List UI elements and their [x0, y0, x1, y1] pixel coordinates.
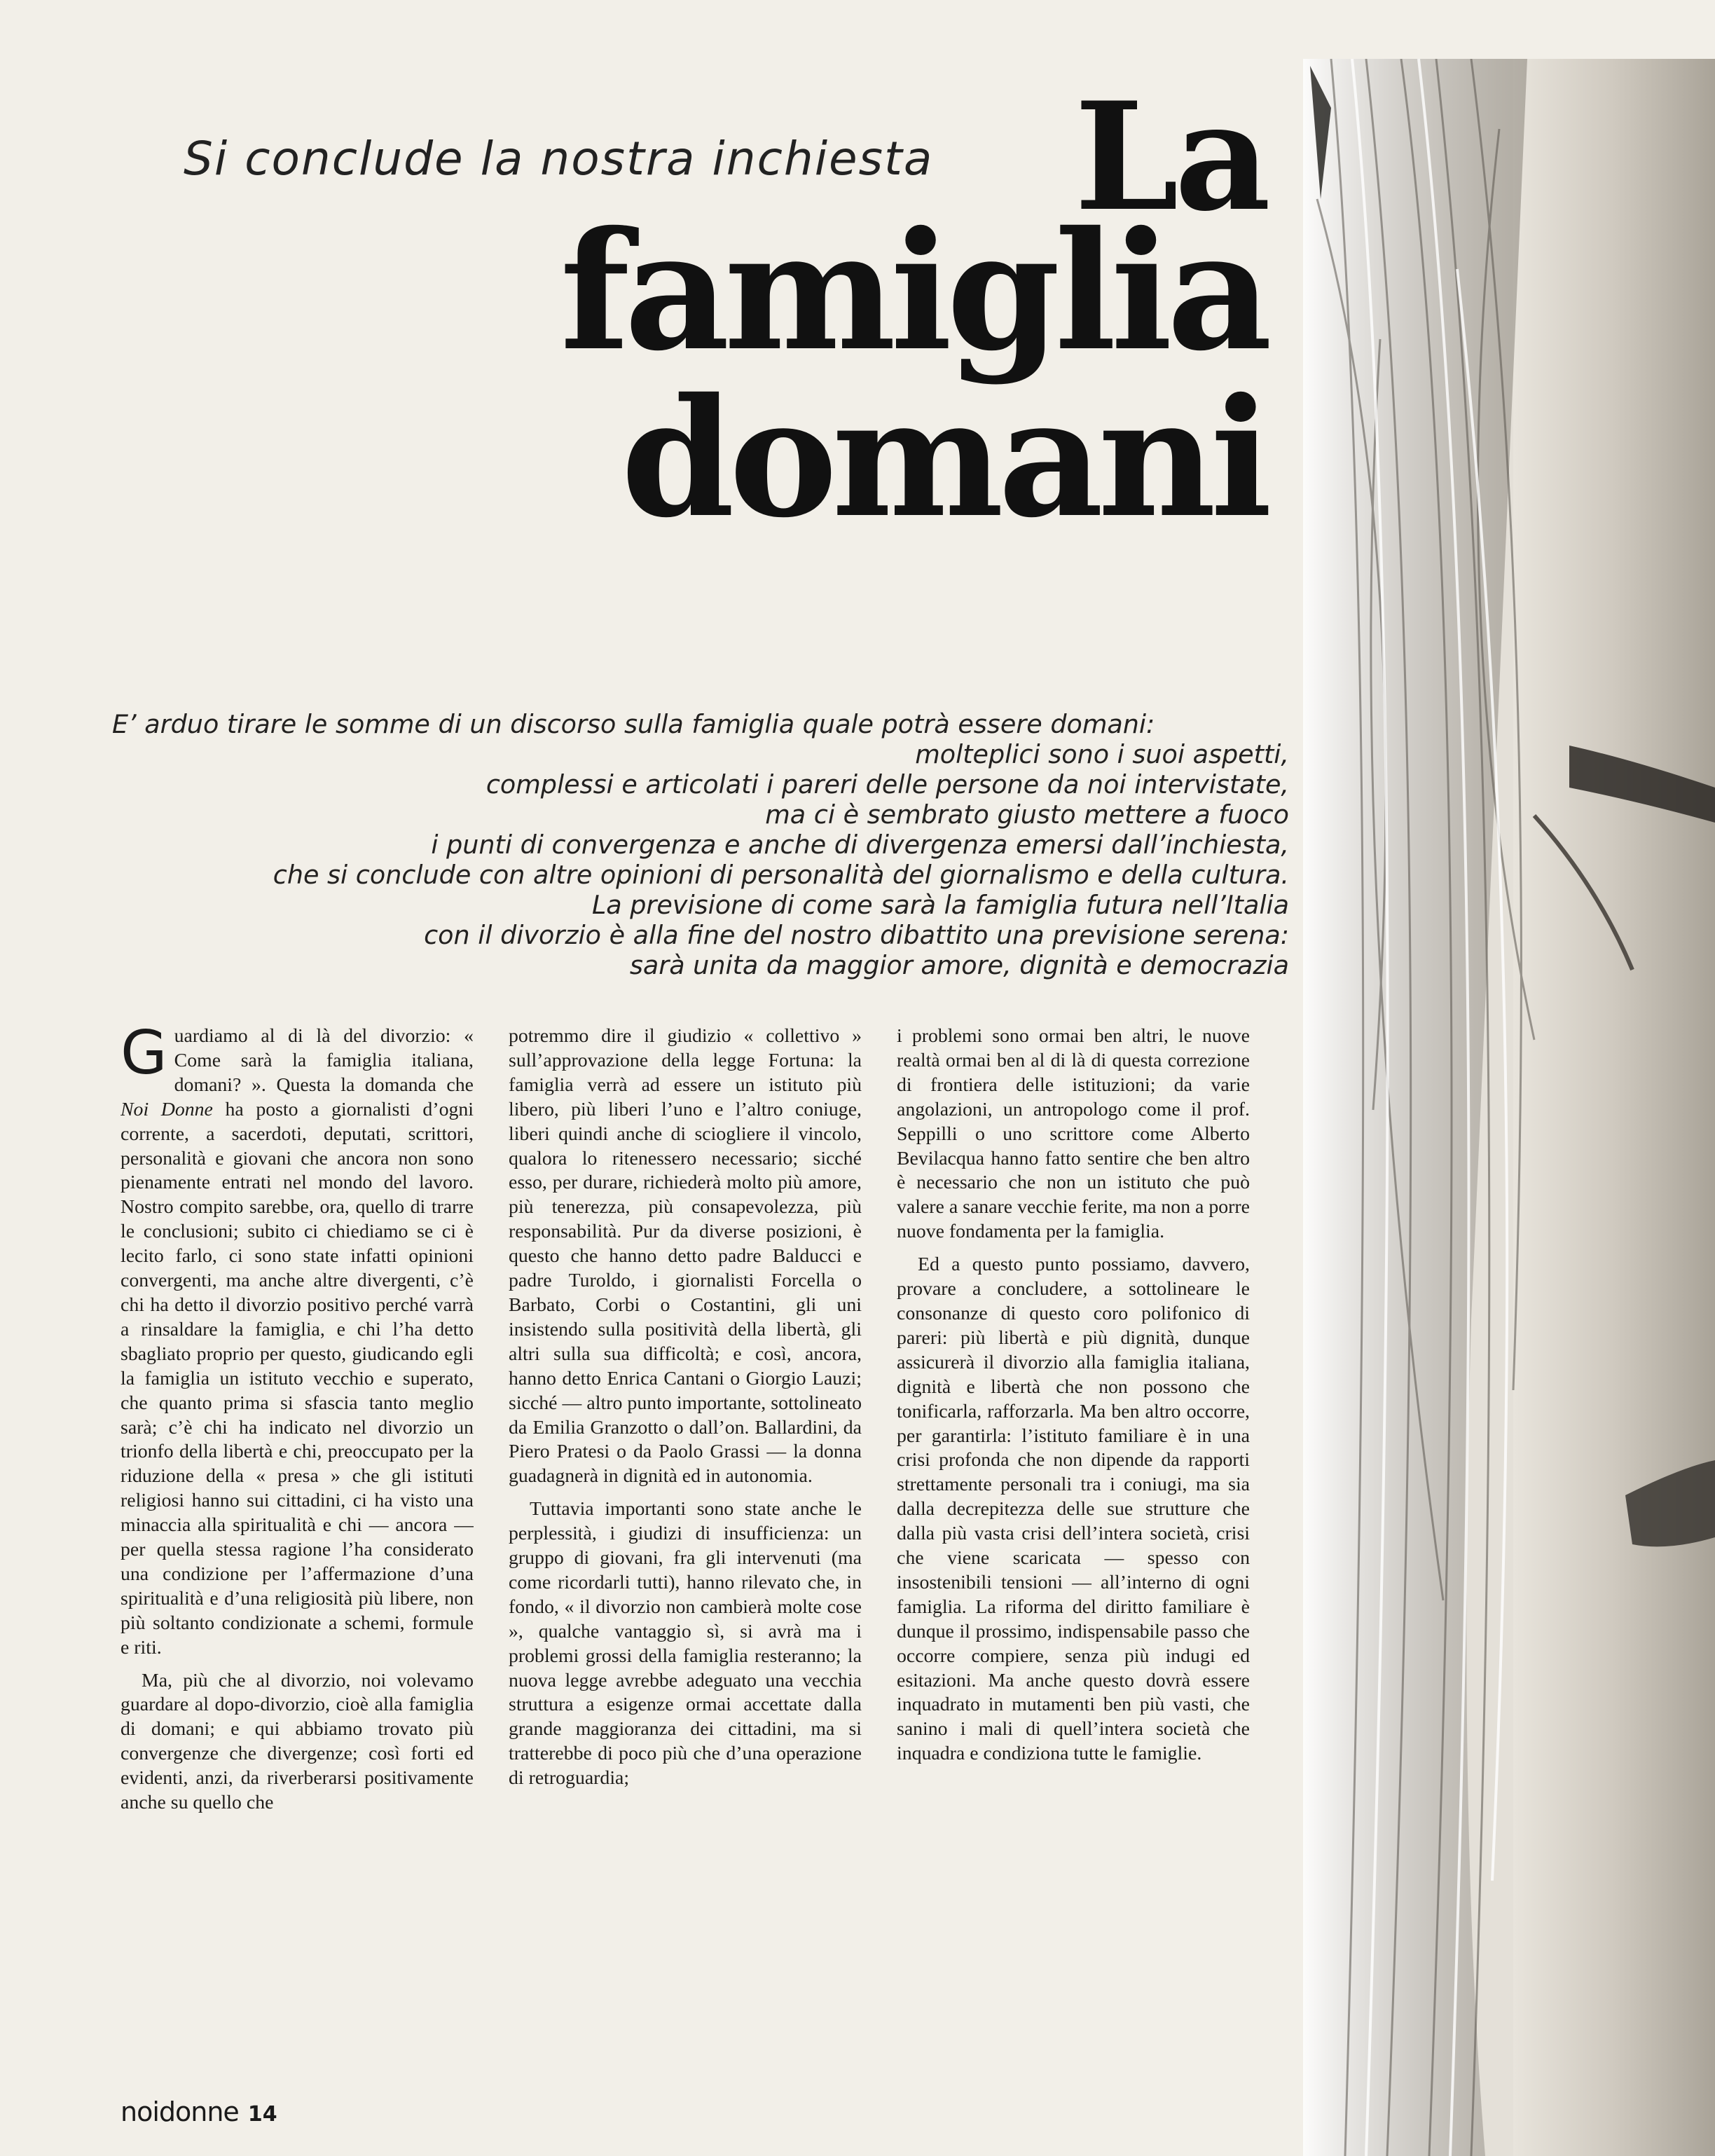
- page-number: 14: [247, 2102, 277, 2127]
- lead-line: ma ci è sembrato giusto mettere a fuoco: [765, 799, 1289, 830]
- article-column-1: [120, 1024, 474, 2079]
- lead-line: sarà unita da maggior amore, dignità e democrazia: [629, 950, 1289, 980]
- article-body: [120, 1024, 1250, 2079]
- article-paragraph: i problemi sono ormai ben altri, le nuove realtà ormai ben al di là di questa correzione di frontiera delle istituzioni; da varie angolazioni, un antropologo come il prof. Seppilli o uno scrittore come Alberto Bevilacqua hanno fatto sentire che ben altro è necessario che non un istituto che può valere a sanare vecchie ferite, ma non a porre nuove fondamenta per la famiglia.: [897, 1025, 1250, 1243]
- lead-line: La previsione di come sarà la famiglia futura nell’Italia: [591, 890, 1289, 920]
- photo-illustration: [1303, 59, 1715, 2156]
- lead-line: i punti di convergenza e anche di divergenza emersi dall’inchiesta,: [431, 830, 1289, 860]
- title-line-3: domani: [621, 362, 1267, 554]
- lead-line: E’ arduo tirare le somme di un discorso sulla famiglia quale potrà essere domani:: [112, 709, 1155, 739]
- drop-cap: G: [120, 1024, 167, 1088]
- lead-line: con il divorzio è alla fine del nostro dibattito una previsione serena:: [424, 920, 1289, 950]
- article-column-3: [897, 1024, 1250, 2079]
- lead-line: che si conclude con altre opinioni di personalità del giornalismo e della cultura.: [273, 860, 1289, 890]
- magazine-logo-text: noidonne: [120, 2096, 239, 2127]
- article-paragraph: Ed a questo punto possiamo, davvero, provare a concludere, a sottolineare le consonanze di questo coro polifonico di pareri: più libertà e più dignità, dunque assicurerà il divorzio alla famiglia italiana, dignità e libertà che non possono che tonificarla, rafforzarla. Ma ben altro occorre, per garantirla: l’istituto familiare è in una crisi profonda che non dipende da rapporti strettamente personali tra i coniugi, ma sia dalla decrepitezza delle sue strutture che dalla più vasta crisi dell’intera società, crisi che viene scaricata — spesso con insostenibili tensioni — all’interno di ogni famiglia. La riforma del diritto familiare è dunque il prossimo, indispensabile passo che occorre compiere, senza più indugi ed esitazioni. Ma anche questo dovrà essere inquadrato in mutamenti ben più vasti, che sanino i mali di quell’intera società che inquadra e condiziona tutte le famiglie.: [897, 1254, 1250, 1765]
- lead-line: complessi e articolati i pareri delle persone da noi intervistate,: [485, 769, 1289, 799]
- page-footer: [120, 2096, 277, 2131]
- lead-line: molteplici sono i suoi aspetti,: [915, 739, 1289, 769]
- article-paragraph: Guardiamo al di là del divorzio: « Come sarà la famiglia italiana, domani? ». Questa la domanda che Noi Donne ha posto a giornalisti d’ogni corrente, a sacerdoti, deputati, scrittori, personalità e giovani che ancora non sono pienamente entrati nel mondo del lavoro. Nostro compito sarebbe, ora, quello di trarre le conclusioni; subito ci chiediamo se ci è lecito farlo, ci sono state infatti opinioni convergenti, ma anche altre divergenti, c’è chi ha detto il divorzio positivo perché varrà a rinsaldare la famiglia, e chi l’ha detto sbagliato proprio per questo, giudicando egli la famiglia un istituto vecchio e superato, che quanto prima si sfascia tanto meglio sarà; c’è chi ha indicato nel divorzio un trionfo della libertà e chi, preoccupato per la riduzione della « presa » che gli istituti religiosi hanno sui cittadini, ci ha visto una minaccia alla spiritualità e chi — ancora — per quella stessa ragione l’ha considerato una condizione per l’affermazione d’una spiritualità e d’una religiosità più libere, non più soltanto condizionate a schemi, formule e riti.: [120, 1024, 474, 1659]
- article-paragraph: potremmo dire il giudizio « collettivo » sull’approvazione della legge Fortuna: la famiglia verrà ad essere un istituto più libero, più liberi l’uno e l’altro coniuge, liberi quindi anche di sciogliere il vincolo, qualora lo ritenessero necessario; sicché esso, per durare, richiederà molto più amore, più tenerezza, più consapevolezza, più responsabilità. Pur da diverse posizioni, è questo che hanno detto padre Balducci e padre Turoldo, i giornalisti Forcella o Barbato, Corbi o Costantini, gli uni insistendo sulla positività della libertà, gli altri sulla sua difficoltà; e così, ancora, hanno detto Enrica Cantani o Giorgio Lauzi; sicché — altro punto importante, sottolineato da Emilia Granzotto o dall’on. Ballardini, da Piero Pratesi o da Paolo Grassi — la donna guadagnerà in dignità ed in autonomia.: [509, 1025, 862, 1488]
- cover-photo-blonde-woman: [1303, 59, 1715, 2156]
- lead-paragraph: [112, 709, 1289, 980]
- article-paragraph: Tuttavia importanti sono state anche le perplessità, i giudizi di insufficienza: un gruppo di giovani, fra gli intervenuti (ma come ricordarli tutti), hanno rilevato che, in fondo, « il divorzio non cambierà molte cose », qualche vantaggio sì, si avrà ma i problemi grossi della famiglia resteranno; la nuova legge avrebbe adeguato una vecchia struttura a esigenze ormai accettate dalla grande maggioranza dei cittadini, ma si tratterebbe di poco più che d’una operazione di retroguardia;: [509, 1498, 862, 1790]
- title-line-1: La: [1074, 69, 1267, 244]
- article-column-2: [509, 1024, 862, 2079]
- title-line-2: famiglia: [560, 195, 1267, 387]
- article-paragraph: Ma, più che al divorzio, noi volevamo guardare al dopo-divorzio, cioè alla famiglia di domani; e qui abbiamo trovato più convergenze che divergenze; così forti ed evidenti, anzi, da riverberarsi positivamente anche su quello che: [120, 1669, 474, 1814]
- magazine-name: Noi Donne: [120, 1098, 213, 1120]
- kicker-subtitle: Si conclude la nostra inchiesta: [184, 132, 934, 186]
